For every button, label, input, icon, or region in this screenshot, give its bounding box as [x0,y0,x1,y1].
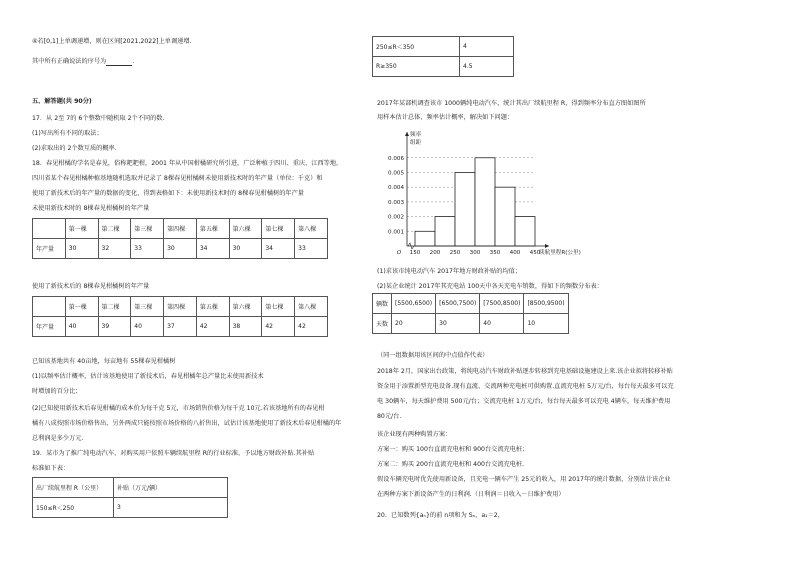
table-cell: 第四棵 [164,297,197,317]
fill-blank-text: 其中所有正确说法的序号为 [32,58,107,65]
q18-line-k: 总利润是多少万元. [32,435,84,442]
x-tick-label: 350 [489,250,501,256]
table-header-row [373,294,569,314]
y-tick-label: 0.004 [387,185,404,192]
table-cell: 补贴（万元/辆） [114,478,228,498]
q18-line-f: 已知该基地共有 40亩地，每亩地有 55棵春见柑橘树 [32,358,176,365]
x-tick-label: 150 [409,250,421,256]
q19-part2: (2)某企业统计 2017年其充电站 100天中各天充电车销数，得如下的频数分布表： [377,283,603,290]
y-tick-label: 0.002 [387,214,404,221]
q18-table1-caption: 未使用新技术时的 8棵春见柑橘树的年产量 [32,205,150,212]
histogram-bar [415,231,435,246]
table-cell: 4.5 [460,57,514,77]
table-cell: 第六棵 [229,297,262,317]
table-cell: [7500,8500) [480,294,524,314]
answer-blank [106,58,135,66]
histogram-bar [515,217,535,246]
table-cell: 第八棵 [295,297,328,317]
q19-para-1: 2017年某部机调查该市 1000辆纯电动汽车，统计其出厂续航里程 R，得到频率分布直方图如图所 [377,100,646,107]
y-tick-label: 0.006 [387,155,404,162]
q19-para-11: 假设车辆充电时优先使用新设备，且充电一辆车产生 25元的收入，用 2017年的统计数据，分别估计该企业 [377,476,671,483]
table-cell: 年产量 [33,239,66,259]
x-tick-label: 250 [449,250,461,256]
histogram-bar [495,187,515,246]
q20-stem: 20．已知数列{aₙ}的前 n项和为 Sₙ，a₁＝2， [377,512,504,519]
table-cell: 150≤R＜250 [33,498,114,518]
subsidy-table-part2 [372,36,514,77]
table-cell [33,297,66,317]
q18-line-b: 四川省某个春见柑橘种植基地随机选取并记录了 8棵春见柑橘树未使用新技术时的年产量（单位：千克）和 [32,175,323,182]
y-tick-label: 0.005 [387,170,404,177]
table-cell: 30 [229,239,262,259]
q18-line-i: (2)已知使用新技术后春见柑橘的成本价为每千克 5元，市场销售价格为每千克 10元.若该基地所有的春见柑 [32,405,325,412]
table-cell: 250≤R＜350 [373,37,460,57]
table-cell: 40 [131,317,164,337]
x-axis-arrow [545,244,549,248]
table-cell: 辆数 [373,294,392,314]
table-row [373,314,569,334]
table-cell: 30 [436,314,480,334]
table-cell: 第一棵 [65,219,98,239]
table-cell [33,219,66,239]
q19-para-7: 80元/台. [377,413,402,420]
y-axis-label-bottom: 组距 [410,140,422,146]
fill-blank-end: . [132,58,135,65]
q19-line-b: 标准如下表： [32,465,70,472]
table-header-row [33,297,328,317]
x-tick-label: 200 [429,250,441,256]
x-tick-label: 300 [469,250,481,256]
q17-part2: (2)求取出的 2个数互质的概率. [32,145,117,152]
table-cell: 第六棵 [229,219,262,239]
statement-4: ④若[0,1]上单调递增，则在区间[2021,2022]上单调递增. [32,38,192,45]
table-cell: 38 [229,317,262,337]
table-cell: 第二棵 [98,219,131,239]
x-tick-label: 450 [529,250,541,256]
table-cell: 第五棵 [196,219,229,239]
y-tick-label: 0.003 [387,199,404,206]
table-cell: 3 [114,498,228,518]
table-cell: 第一棵 [65,297,98,317]
table-cell: 30 [65,239,98,259]
q19-para-12: 在两种方案下新设备产生的日利润.（日利润＝日收入－日维护费用） [377,491,565,498]
x-axis-label: 续航里程R(公里) [539,250,581,256]
y-tick-label: 0.001 [387,229,404,236]
table-cell: 39 [98,317,131,337]
histogram-bar [475,158,495,246]
y-axis-label-top: 频率 [410,132,422,138]
fill-blank-line [32,58,134,66]
histogram-bar [435,217,455,246]
table-cell: 32 [98,239,131,259]
table-cell: 出厂续航里程 R（公里） [33,478,114,498]
table-without-tech [32,218,328,259]
table-row [373,57,514,77]
table-cell: 第八棵 [295,219,328,239]
q17-part1: (1)写出所有不同的取法； [32,130,103,137]
subsidy-table-part1 [32,477,228,518]
q19-line-a: 19．某市为了推广纯电动汽车，对购买用户依照车辆续航里程 R的行业标准，予以地方财政补贴.其补贴 [32,450,315,457]
table-cell: 34 [196,239,229,259]
table-cell: 42 [262,317,295,337]
table-cell: 天数 [373,314,392,334]
plan-two: 方案二：购买 200台直流充电桩和 400台交流充电桩. [377,461,525,468]
plan-one: 方案一：购买 100台直流充电桩和 900台交流充电桩； [377,446,529,453]
table-cell: 33 [131,239,164,259]
q17-stem: 17．从 2至 7的 6个整数中随机取 2个不同的数. [32,115,165,122]
table-cell: 33 [295,239,328,259]
table-cell: 34 [262,239,295,259]
table-cell: 42 [295,317,328,337]
q18-line-a: 18．春见柑橘的学名是春见，俗称耙耙柑，2001 年从中国柑橘研究所引进，广泛种植于四川、重庆、江西等地， [32,160,343,167]
origin-label: O [396,250,402,256]
table-cell: 第二棵 [98,297,131,317]
q19-part1: (1)求该市纯电动汽车 2017年地方财政补贴的均值； [377,268,522,275]
table-cell: 4 [460,37,514,57]
histogram-chart [377,128,617,268]
table-cell: 第三棵 [131,297,164,317]
table-row [373,37,514,57]
table-cell: R≥350 [373,57,460,77]
table-cell: 第七棵 [262,297,295,317]
table-cell: 30 [164,239,197,259]
q18-line-c: 使用了新技术后的年产量的数据的变化，得到表格如下：未使用新技术时的 8棵春见柑橘树的年产量 [32,190,304,197]
table-cell: 40 [480,314,524,334]
table-row [33,239,328,259]
table-row [33,498,228,518]
table-header-row [33,219,328,239]
q19-para-5: 资金用于添置新型充电设备.现有直流、交流两种充电桩可供购置.直流充电桩 5万元/台，每台每天最多可以充 [377,383,674,390]
q19-para-8: 该企业现有两种购置方案： [377,431,452,438]
q19-para-2: 用样本估计总体，频率估计概率，解决如下问题： [377,114,514,121]
q18-table2-caption: 使用了新技术后的 8棵春见柑橘树的年产量 [32,283,150,290]
table-cell: 第五棵 [196,297,229,317]
x-tick-label: 400 [509,250,521,256]
table-cell: [5500,6500) [392,294,436,314]
table-header-row [33,478,228,498]
section-heading: 五、解答题(共 90分) [32,98,92,105]
q19-note: （同一组数据用该区间的中点值作代表） [377,352,489,359]
q18-line-g: (1)以频率估计概率，估计该基地使用了新技术后，春见柑橘年总产量比未使用新技术 [32,373,264,380]
table-cell: [8500,9500) [524,294,568,314]
table-cell: 年产量 [33,317,66,337]
table-cell: 40 [65,317,98,337]
table-cell: 第四棵 [164,219,197,239]
table-row [33,317,328,337]
q18-line-j: 橘有八成按照市场价格售出，另外两成只能按照市场价格的八折售出，试估计该基地使用了新技术后春见柑橘的年 [32,420,342,427]
table-cell: 20 [392,314,436,334]
table-cell: 42 [196,317,229,337]
q19-para-6: 电 30辆车，每天维护费用 500元/台；交流充电桩 1万元/台，每台每天最多可以充电 4辆车，每天维护费用 [377,398,671,405]
sales-frequency-table [372,293,569,334]
table-cell: 10 [524,314,568,334]
table-cell: 第三棵 [131,219,164,239]
histogram-bar [455,172,475,246]
table-cell: [6500,7500) [436,294,480,314]
y-axis-arrow [405,132,409,136]
table-cell: 第七棵 [262,219,295,239]
q19-para-4: 2018年 2月，国家出台政策，将纯电动汽车财政补贴逐步转移到充电基础设施建设上来.该企业拟将转移补贴 [377,368,673,375]
table-cell: 37 [164,317,197,337]
table-with-tech [32,296,328,337]
q18-line-h: 时增加的百分比； [32,388,82,395]
